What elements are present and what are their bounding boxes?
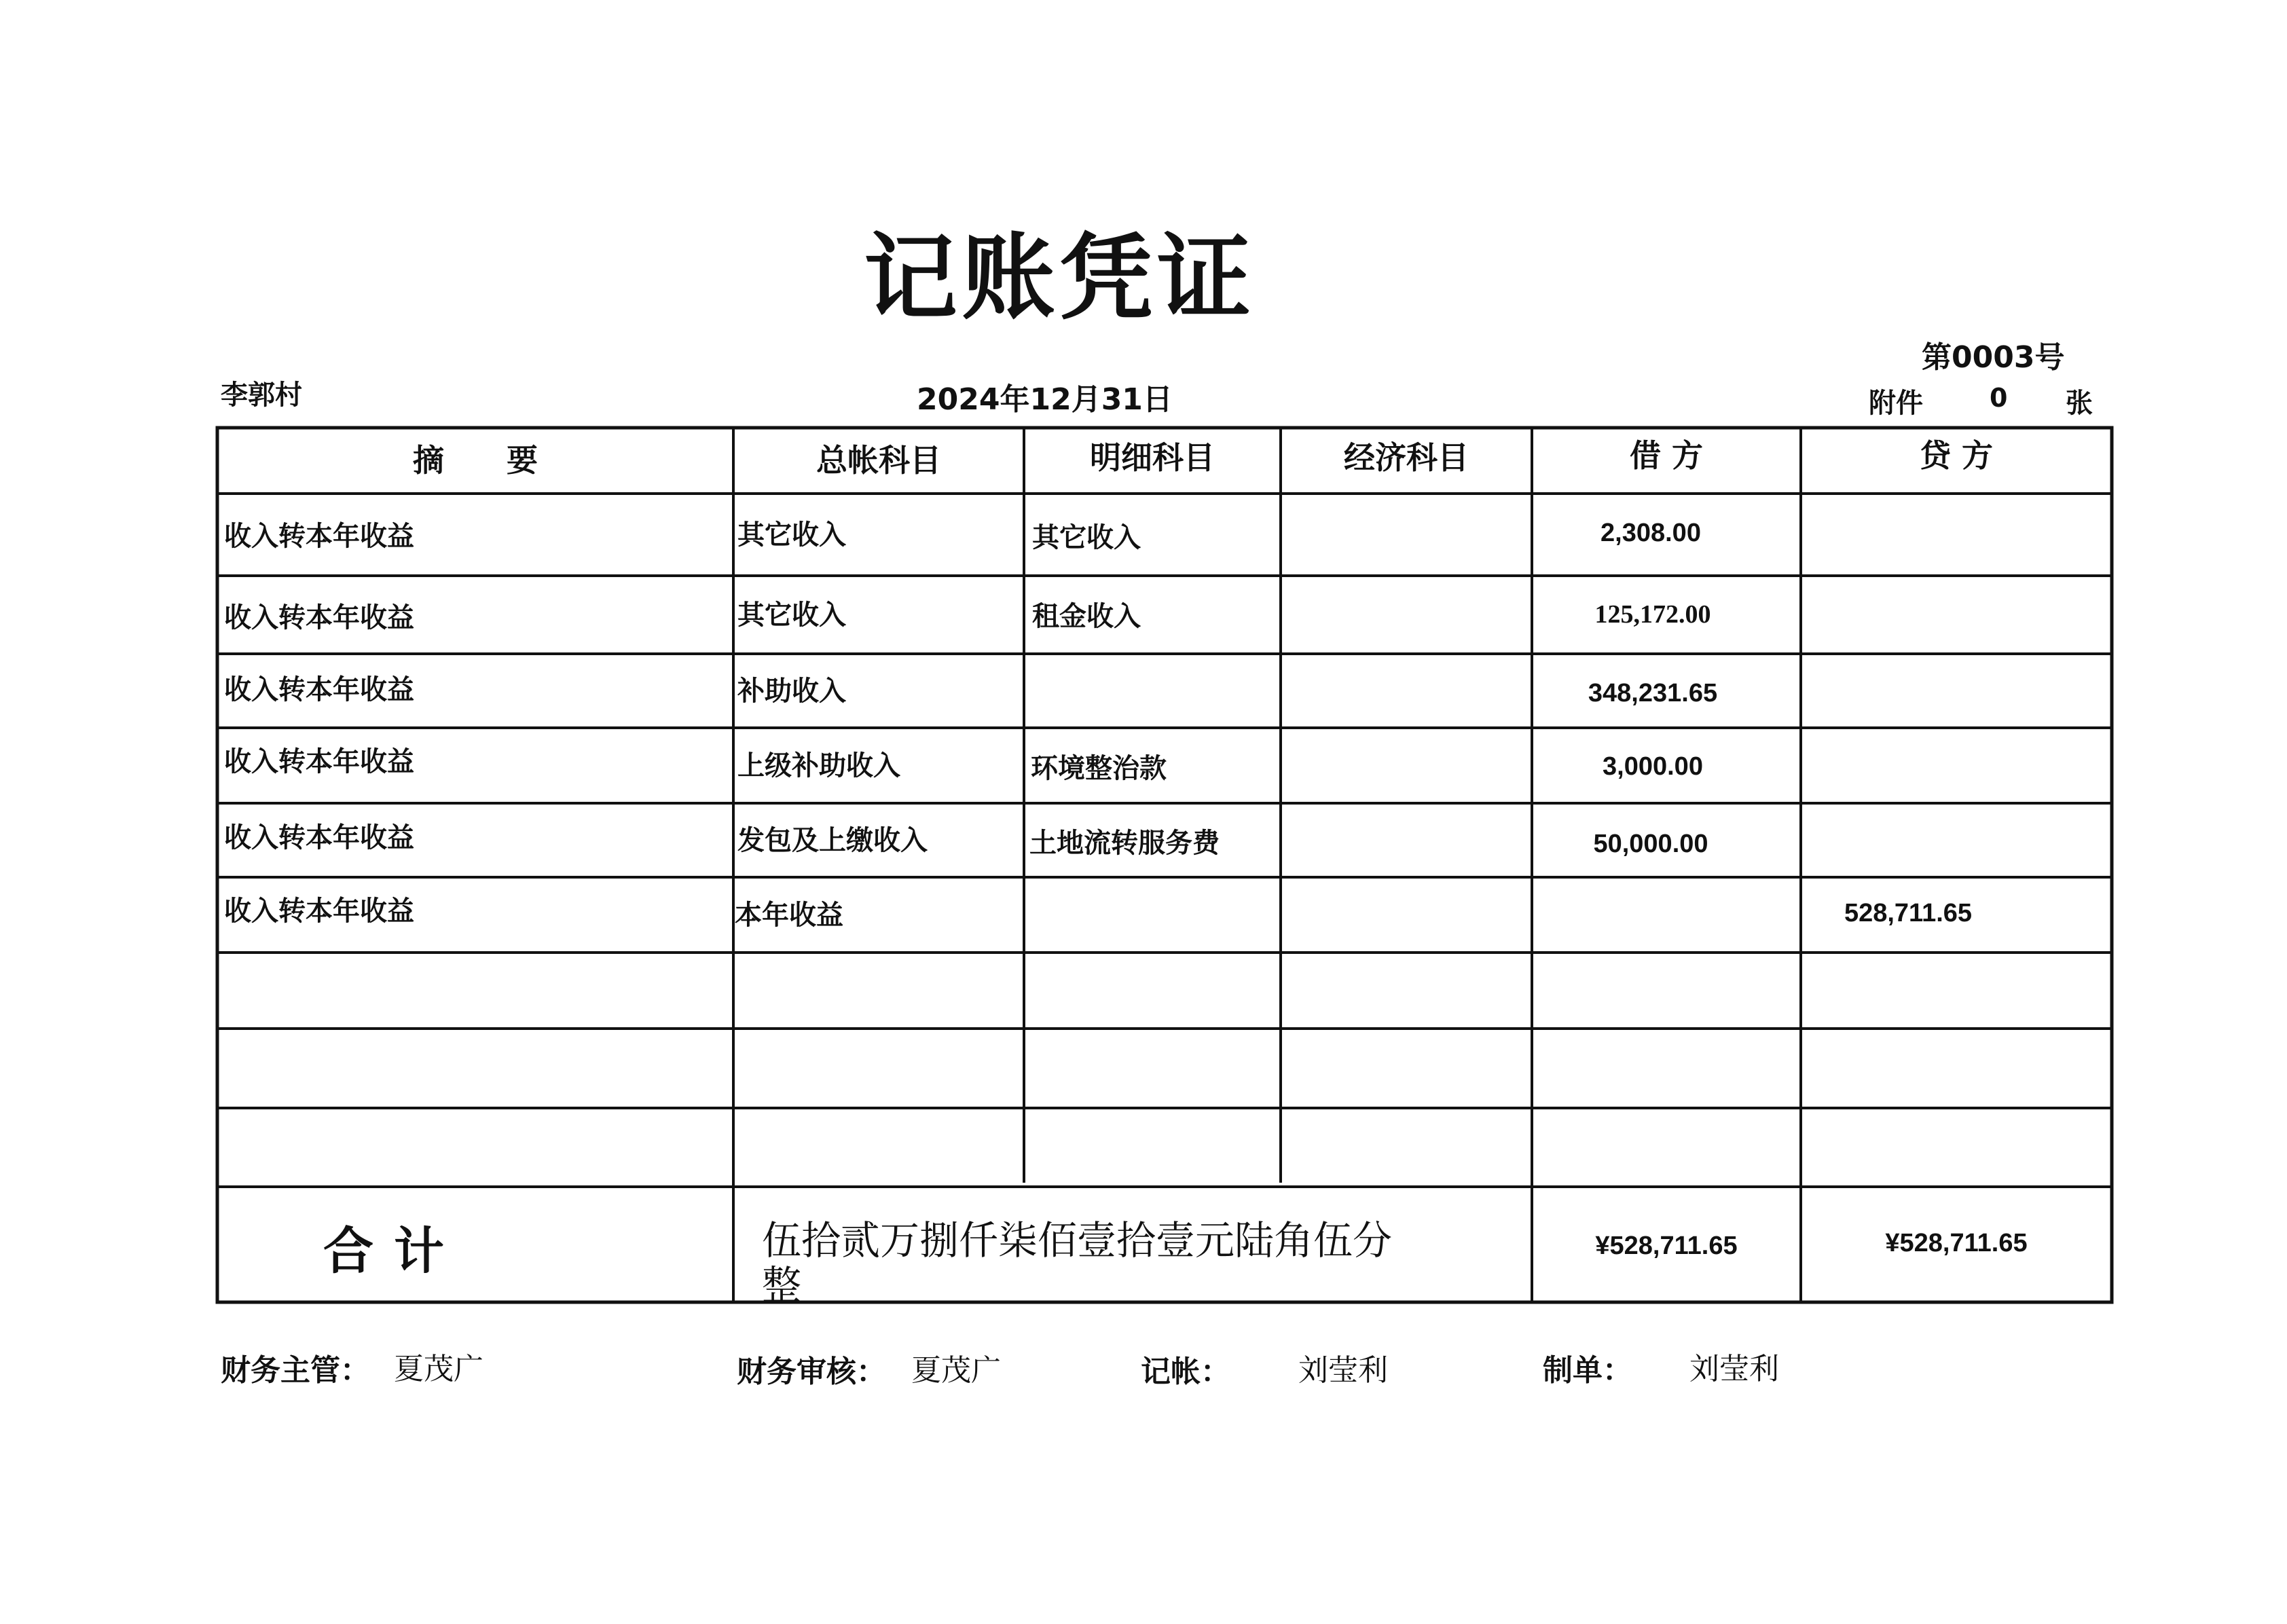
row-2-detail-account: 租金收入 xyxy=(1032,601,1141,632)
preparer-name: 刘莹利 xyxy=(1689,1352,1779,1386)
row-4-summary: 收入转本年收益 xyxy=(224,746,414,777)
row-5-debit: 50,000.00 xyxy=(1593,830,1708,858)
column-header-credit: 贷 方 xyxy=(1919,437,1993,474)
column-header-debit: 借 方 xyxy=(1629,437,1703,474)
row-3-summary: 收入转本年收益 xyxy=(224,674,414,705)
row-2-summary: 收入转本年收益 xyxy=(224,602,414,633)
row-4-debit: 3,000.00 xyxy=(1603,752,1703,781)
row-1-summary: 收入转本年收益 xyxy=(224,521,414,552)
bookkeeper-name: 刘莹利 xyxy=(1298,1353,1388,1388)
row-2-general-account: 其它收入 xyxy=(737,599,846,631)
total-label: 合计 xyxy=(323,1222,464,1280)
attachment-label: 附件 xyxy=(1869,388,1923,419)
row-5-general-account: 发包及上缴收入 xyxy=(737,825,928,856)
finance-supervisor-name: 夏茂广 xyxy=(394,1352,483,1386)
row-6-summary: 收入转本年收益 xyxy=(224,896,414,927)
row-3-general-account: 补助收入 xyxy=(737,676,846,707)
auditor-name: 夏茂广 xyxy=(911,1353,1001,1388)
column-header-summary: 摘 要 xyxy=(413,442,538,479)
row-1-general-account: 其它收入 xyxy=(737,519,846,551)
row-1-detail-account: 其它收入 xyxy=(1032,522,1141,553)
row-5-summary: 收入转本年收益 xyxy=(224,822,414,853)
organization-name: 李郭村 xyxy=(221,380,302,411)
row-6-general-account: 本年收益 xyxy=(735,900,843,931)
voucher-title: 记账凭证 xyxy=(863,222,1255,333)
row-6-credit: 528,711.65 xyxy=(1844,899,1973,927)
row-1-debit: 2,308.00 xyxy=(1600,519,1701,547)
attachment-count: 0 xyxy=(1990,383,2008,413)
bookkeeper-label: 记帐： xyxy=(1141,1354,1230,1389)
attachment-unit: 张 xyxy=(2066,388,2093,419)
row-4-detail-account: 环境整治款 xyxy=(1031,753,1167,784)
column-header-general-account: 总帐科目 xyxy=(816,442,941,479)
preparer-label: 制单： xyxy=(1543,1353,1632,1388)
row-5-detail-account: 土地流转服务费 xyxy=(1029,828,1220,859)
total-credit: ¥528,711.65 xyxy=(1885,1229,2028,1257)
row-3-debit: 348,231.65 xyxy=(1588,679,1718,707)
column-header-detail-account: 明细科目 xyxy=(1090,439,1215,476)
column-header-economic-account: 经济科目 xyxy=(1344,439,1469,476)
row-2-debit: 125,172.00 xyxy=(1594,600,1711,629)
total-amount-in-words: 伍拾贰万捌仟柒佰壹拾壹元陆角伍分整 xyxy=(762,1217,1393,1308)
row-4-general-account: 上级补助收入 xyxy=(737,750,900,781)
finance-supervisor-label: 财务主管： xyxy=(221,1353,370,1388)
auditor-label: 财务审核： xyxy=(737,1354,886,1389)
total-debit: ¥528,711.65 xyxy=(1595,1232,1738,1260)
voucher-number: 第0003号 xyxy=(1922,340,2065,375)
voucher-date: 2024年12月31日 xyxy=(917,382,1173,417)
